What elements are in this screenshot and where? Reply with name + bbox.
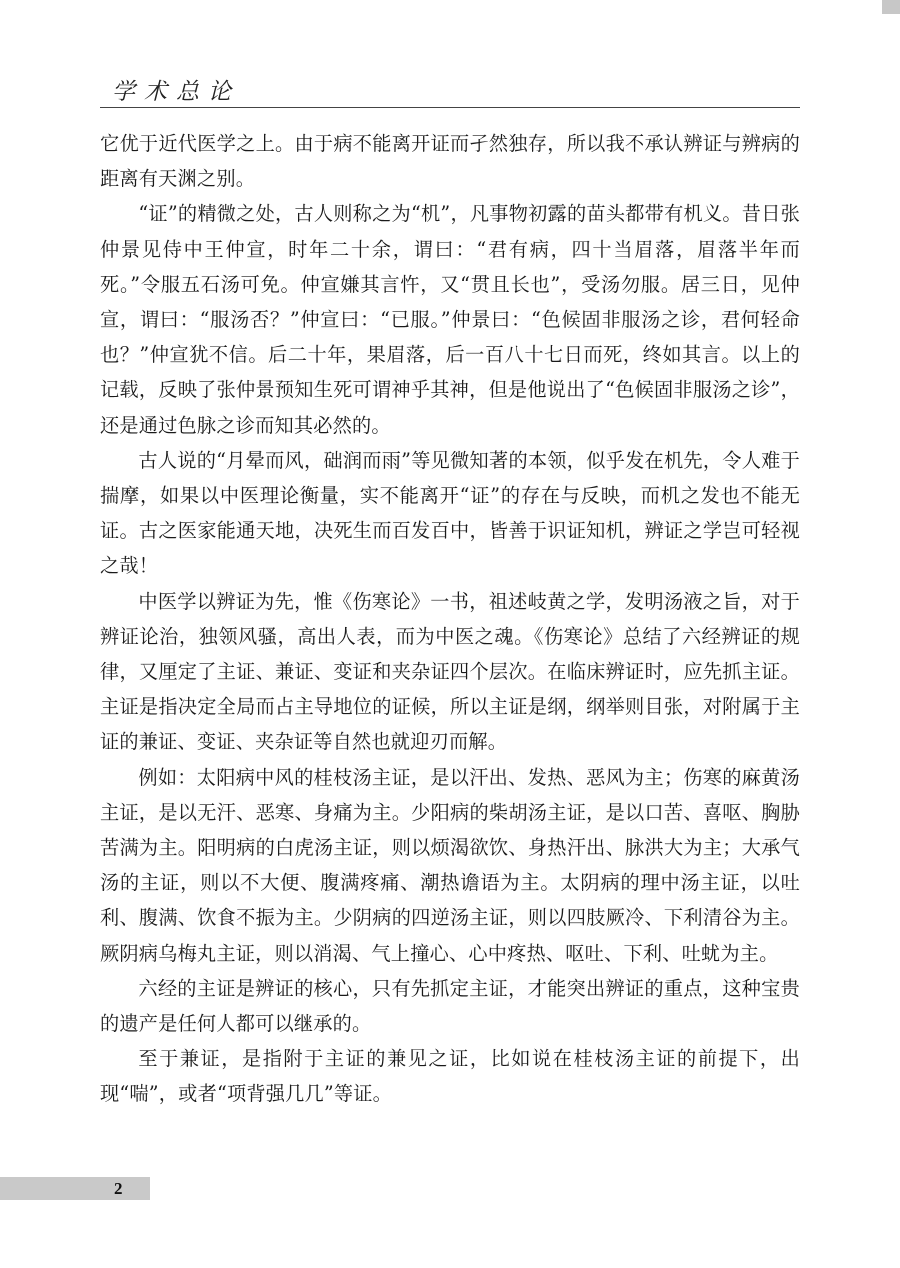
body-text: [100, 126, 800, 1112]
paragraph-4: 中医学以辨证为先，惟《伤寒论》一书，祖述岐黄之学，发明汤液之旨，对于辨证论治，独领风骚，高出人表，而为中医之魂。《伤寒论》总结了六经辨证的规律，又厘定了主证、兼证、变证和夹杂证四个层次。在临床辨证时，应先抓主证。主证是指决定全局而占主导地位的证候，所以主证是纲，纲举则目张，对附属于主证的兼证、变证、夹杂证等自然也就迎刃而解。: [100, 589, 800, 754]
running-head: [100, 78, 800, 112]
paragraph-6: 六经的主证是辨证的核心，只有先抓定主证，才能突出辨证的重点，这种宝贵的遗产是任何人都可以继承的。: [100, 976, 800, 1036]
paragraph-1: 它优于近代医学之上。由于病不能离开证而孑然独存，所以我不承认辨证与辨病的距离有天渊之别。: [100, 132, 800, 191]
page-number: 2: [114, 1179, 123, 1198]
page-number-bar: [0, 1177, 150, 1200]
running-head-rule: [100, 107, 800, 108]
paragraph-7: 至于兼证，是指附于主证的兼见之证，比如说在桂枝汤主证的前提下，出现“喘”，或者“项背强几几”等证。: [100, 1047, 800, 1106]
paragraph-2: “证”的精微之处，古人则称之为“机”，凡事物初露的苗头都带有机义。昔日张仲景见侍中王仲宣，时年二十余，谓曰：“君有病，四十当眉落，眉落半年而死。”令服五石汤可免。仲宣嫌其言忤，又“贯且长也”，受汤勿服。居三日，见仲宣，谓曰：“服汤否？”仲宣曰：“已服。”仲景曰：“色候固非服汤之诊，君何轻命也？”仲宣犹不信。后二十年，果眉落，后一百八十七日而死，终如其言。以上的记载，反映了张仲景预知生死可谓神乎其神，但是他说出了“色候固非服汤之诊”，还是通过色脉之诊而知其必然的。: [100, 202, 800, 437]
running-head-title: 学术总论: [112, 79, 240, 105]
paragraph-3: 古人说的“月晕而风，础润而雨”等见微知著的本领，似乎发在机先，令人难于揣摩，如果以中医理论衡量，实不能离开“证”的存在与反映，而机之发也不能无证。古之医家能通天地，决死生而百发百中，皆善于识证知机，辨证之学岂可轻视之哉！: [100, 448, 800, 578]
paragraph-5: 例如：太阳病中风的桂枝汤主证，是以汗出、发热、恶风为主；伤寒的麻黄汤主证，是以无汗、恶寒、身痛为主。少阳病的柴胡汤主证，是以口苦、喜呕、胸胁苦满为主。阳明病的白虎汤主证，则以烦渴欲饮、身热汗出、脉洪大为主；大承气汤的主证，则以不大便、腹满疼痛、潮热谵语为主。太阴病的理中汤主证，以吐利、腹满、饮食不振为主。少阴病的四逆汤主证，则以四肢厥冷、下利清谷为主。厥阴病乌梅丸主证，则以消渴、气上撞心、心中疼热、呕吐、下利、吐蚘为主。: [100, 765, 800, 965]
corner-mark: [882, 0, 900, 14]
